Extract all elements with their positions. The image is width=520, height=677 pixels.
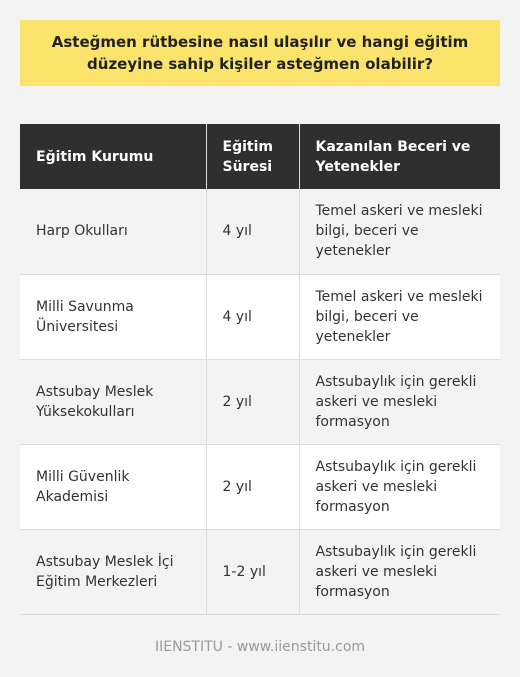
table-row xyxy=(20,444,500,529)
page-title: Asteğmen rütbesine nasıl ulaşılır ve hangi eğitim düzeyine sahip kişiler asteğmen olabilir? xyxy=(51,33,469,73)
title-banner xyxy=(20,20,500,86)
table-header-row xyxy=(20,124,500,189)
cell-institution: Astsubay Meslek İçi Eğitim Merkezleri xyxy=(20,529,206,614)
cell-skills: Astsubaylık için gerekli askeri ve mesleki formasyon xyxy=(299,444,500,529)
cell-skills: Temel askeri ve mesleki bilgi, beceri ve yetenekler xyxy=(299,189,500,274)
cell-duration: 4 yıl xyxy=(206,274,299,359)
cell-skills: Temel askeri ve mesleki bilgi, beceri ve yetenekler xyxy=(299,274,500,359)
education-table xyxy=(20,124,500,615)
cell-duration: 1-2 yıl xyxy=(206,529,299,614)
cell-institution: Astsubay Meslek Yüksekokulları xyxy=(20,359,206,444)
header-skills: Kazanılan Beceri ve Yetenekler xyxy=(299,124,500,189)
cell-institution: Milli Savunma Üniversitesi xyxy=(20,274,206,359)
table-row xyxy=(20,189,500,274)
cell-institution: Milli Güvenlik Akademisi xyxy=(20,444,206,529)
table-row xyxy=(20,274,500,359)
cell-duration: 4 yıl xyxy=(206,189,299,274)
table-row xyxy=(20,529,500,614)
header-institution: Eğitim Kurumu xyxy=(20,124,206,189)
table-row xyxy=(20,359,500,444)
header-duration: Eğitim Süresi xyxy=(206,124,299,189)
footer-credit: IIENSTITU - www.iienstitu.com xyxy=(154,639,366,655)
cell-duration: 2 yıl xyxy=(206,444,299,529)
cell-skills: Astsubaylık için gerekli askeri ve mesleki formasyon xyxy=(299,529,500,614)
cell-duration: 2 yıl xyxy=(206,359,299,444)
cell-institution: Harp Okulları xyxy=(20,189,206,274)
cell-skills: Astsubaylık için gerekli askeri ve mesleki formasyon xyxy=(299,359,500,444)
